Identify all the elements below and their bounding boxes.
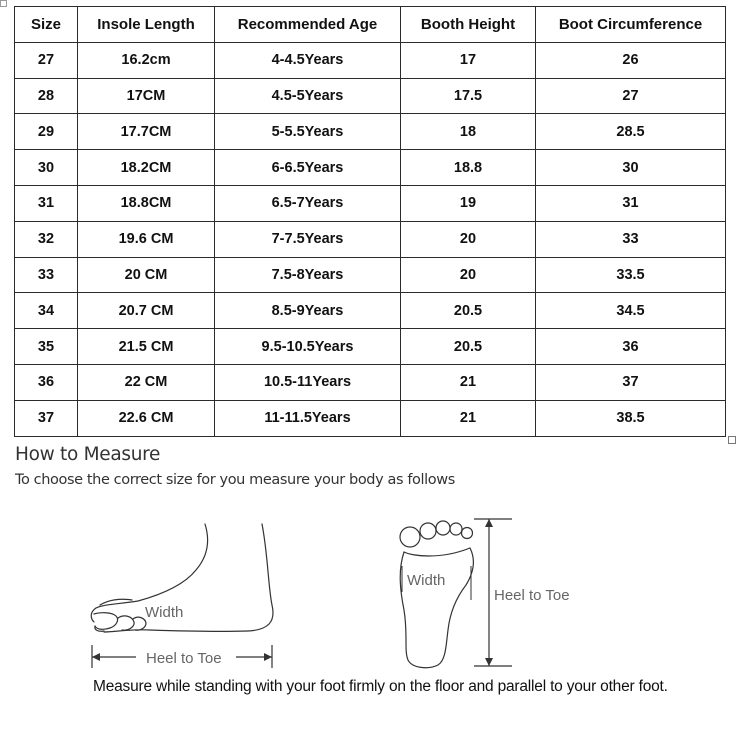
cell-boot-circumference: 34.5 [536,293,726,329]
cell-boot-circumference: 27 [536,78,726,114]
cell-recommended-age: 7-7.5Years [215,221,401,257]
cell-recommended-age: 10.5-11Years [215,364,401,400]
table-row [15,78,726,114]
cell-insole-length: 19.6 CM [78,221,215,257]
cell-recommended-age: 11-11.5Years [215,400,401,436]
cell-booth-height: 18.8 [401,150,536,186]
cell-insole-length: 20.7 CM [78,293,215,329]
cell-recommended-age: 4-4.5Years [215,42,401,78]
section-title: How to Measure [15,444,161,465]
cell-booth-height: 17 [401,42,536,78]
cell-size: 33 [15,257,78,293]
cell-insole-length: 18.2CM [78,150,215,186]
cell-insole-length: 20 CM [78,257,215,293]
cell-boot-circumference: 28.5 [536,114,726,150]
table-row [15,364,726,400]
cell-booth-height: 20 [401,257,536,293]
header-insole-length: Insole Length [78,7,215,43]
cell-boot-circumference: 26 [536,42,726,78]
sole-foot-illustration [400,521,473,668]
cell-booth-height: 20.5 [401,293,536,329]
sole-width-label: Width [407,572,446,589]
table-row [15,221,726,257]
cell-boot-circumference: 30 [536,150,726,186]
sole-length-label: Heel to Toe [494,587,570,604]
cell-boot-circumference: 37 [536,364,726,400]
cell-insole-length: 17.7CM [78,114,215,150]
cell-size: 37 [15,400,78,436]
cell-boot-circumference: 36 [536,329,726,365]
cell-recommended-age: 7.5-8Years [215,257,401,293]
table-body [15,42,726,436]
cell-boot-circumference: 38.5 [536,400,726,436]
cell-size: 32 [15,221,78,257]
size-chart-table [14,6,726,437]
cell-booth-height: 20 [401,221,536,257]
header-booth-height: Booth Height [401,7,536,43]
cell-size: 30 [15,150,78,186]
cell-size: 29 [15,114,78,150]
section-subtitle: To choose the correct size for you measure your body as follows [15,472,455,488]
cell-booth-height: 21 [401,364,536,400]
header-recommended-age: Recommended Age [215,7,401,43]
table-row [15,42,726,78]
table-row [15,257,726,293]
cell-booth-height: 17.5 [401,78,536,114]
cell-insole-length: 17CM [78,78,215,114]
foot-measure-diagram [0,500,750,700]
cell-boot-circumference: 31 [536,185,726,221]
cell-insole-length: 22.6 CM [78,400,215,436]
table-resize-handle[interactable] [728,436,736,444]
cell-booth-height: 20.5 [401,329,536,365]
cell-recommended-age: 4.5-5Years [215,78,401,114]
measure-caption: Measure while standing with your foot firmly on the floor and parallel to your other foot. [93,678,668,695]
cell-booth-height: 19 [401,185,536,221]
cell-insole-length: 22 CM [78,364,215,400]
cell-recommended-age: 9.5-10.5Years [215,329,401,365]
cell-recommended-age: 5-5.5Years [215,114,401,150]
cell-size: 35 [15,329,78,365]
cell-recommended-age: 6.5-7Years [215,185,401,221]
cell-size: 36 [15,364,78,400]
cell-size: 28 [15,78,78,114]
cell-insole-length: 21.5 CM [78,329,215,365]
cell-recommended-age: 6-6.5Years [215,150,401,186]
table-row [15,293,726,329]
cell-boot-circumference: 33.5 [536,257,726,293]
cell-size: 34 [15,293,78,329]
table-row [15,400,726,436]
header-size: Size [15,7,78,43]
header-boot-circumference: Boot Circumference [536,7,726,43]
table-row [15,329,726,365]
side-width-label: Width [145,604,184,621]
table-header-row [15,7,726,43]
cell-insole-length: 18.8CM [78,185,215,221]
cell-booth-height: 21 [401,400,536,436]
table-row [15,185,726,221]
cell-size: 31 [15,185,78,221]
cell-booth-height: 18 [401,114,536,150]
table-move-handle[interactable] [0,0,7,7]
cell-recommended-age: 8.5-9Years [215,293,401,329]
side-length-label: Heel to Toe [146,650,222,667]
cell-insole-length: 16.2cm [78,42,215,78]
cell-size: 27 [15,42,78,78]
cell-boot-circumference: 33 [536,221,726,257]
table-row [15,114,726,150]
table-row [15,150,726,186]
